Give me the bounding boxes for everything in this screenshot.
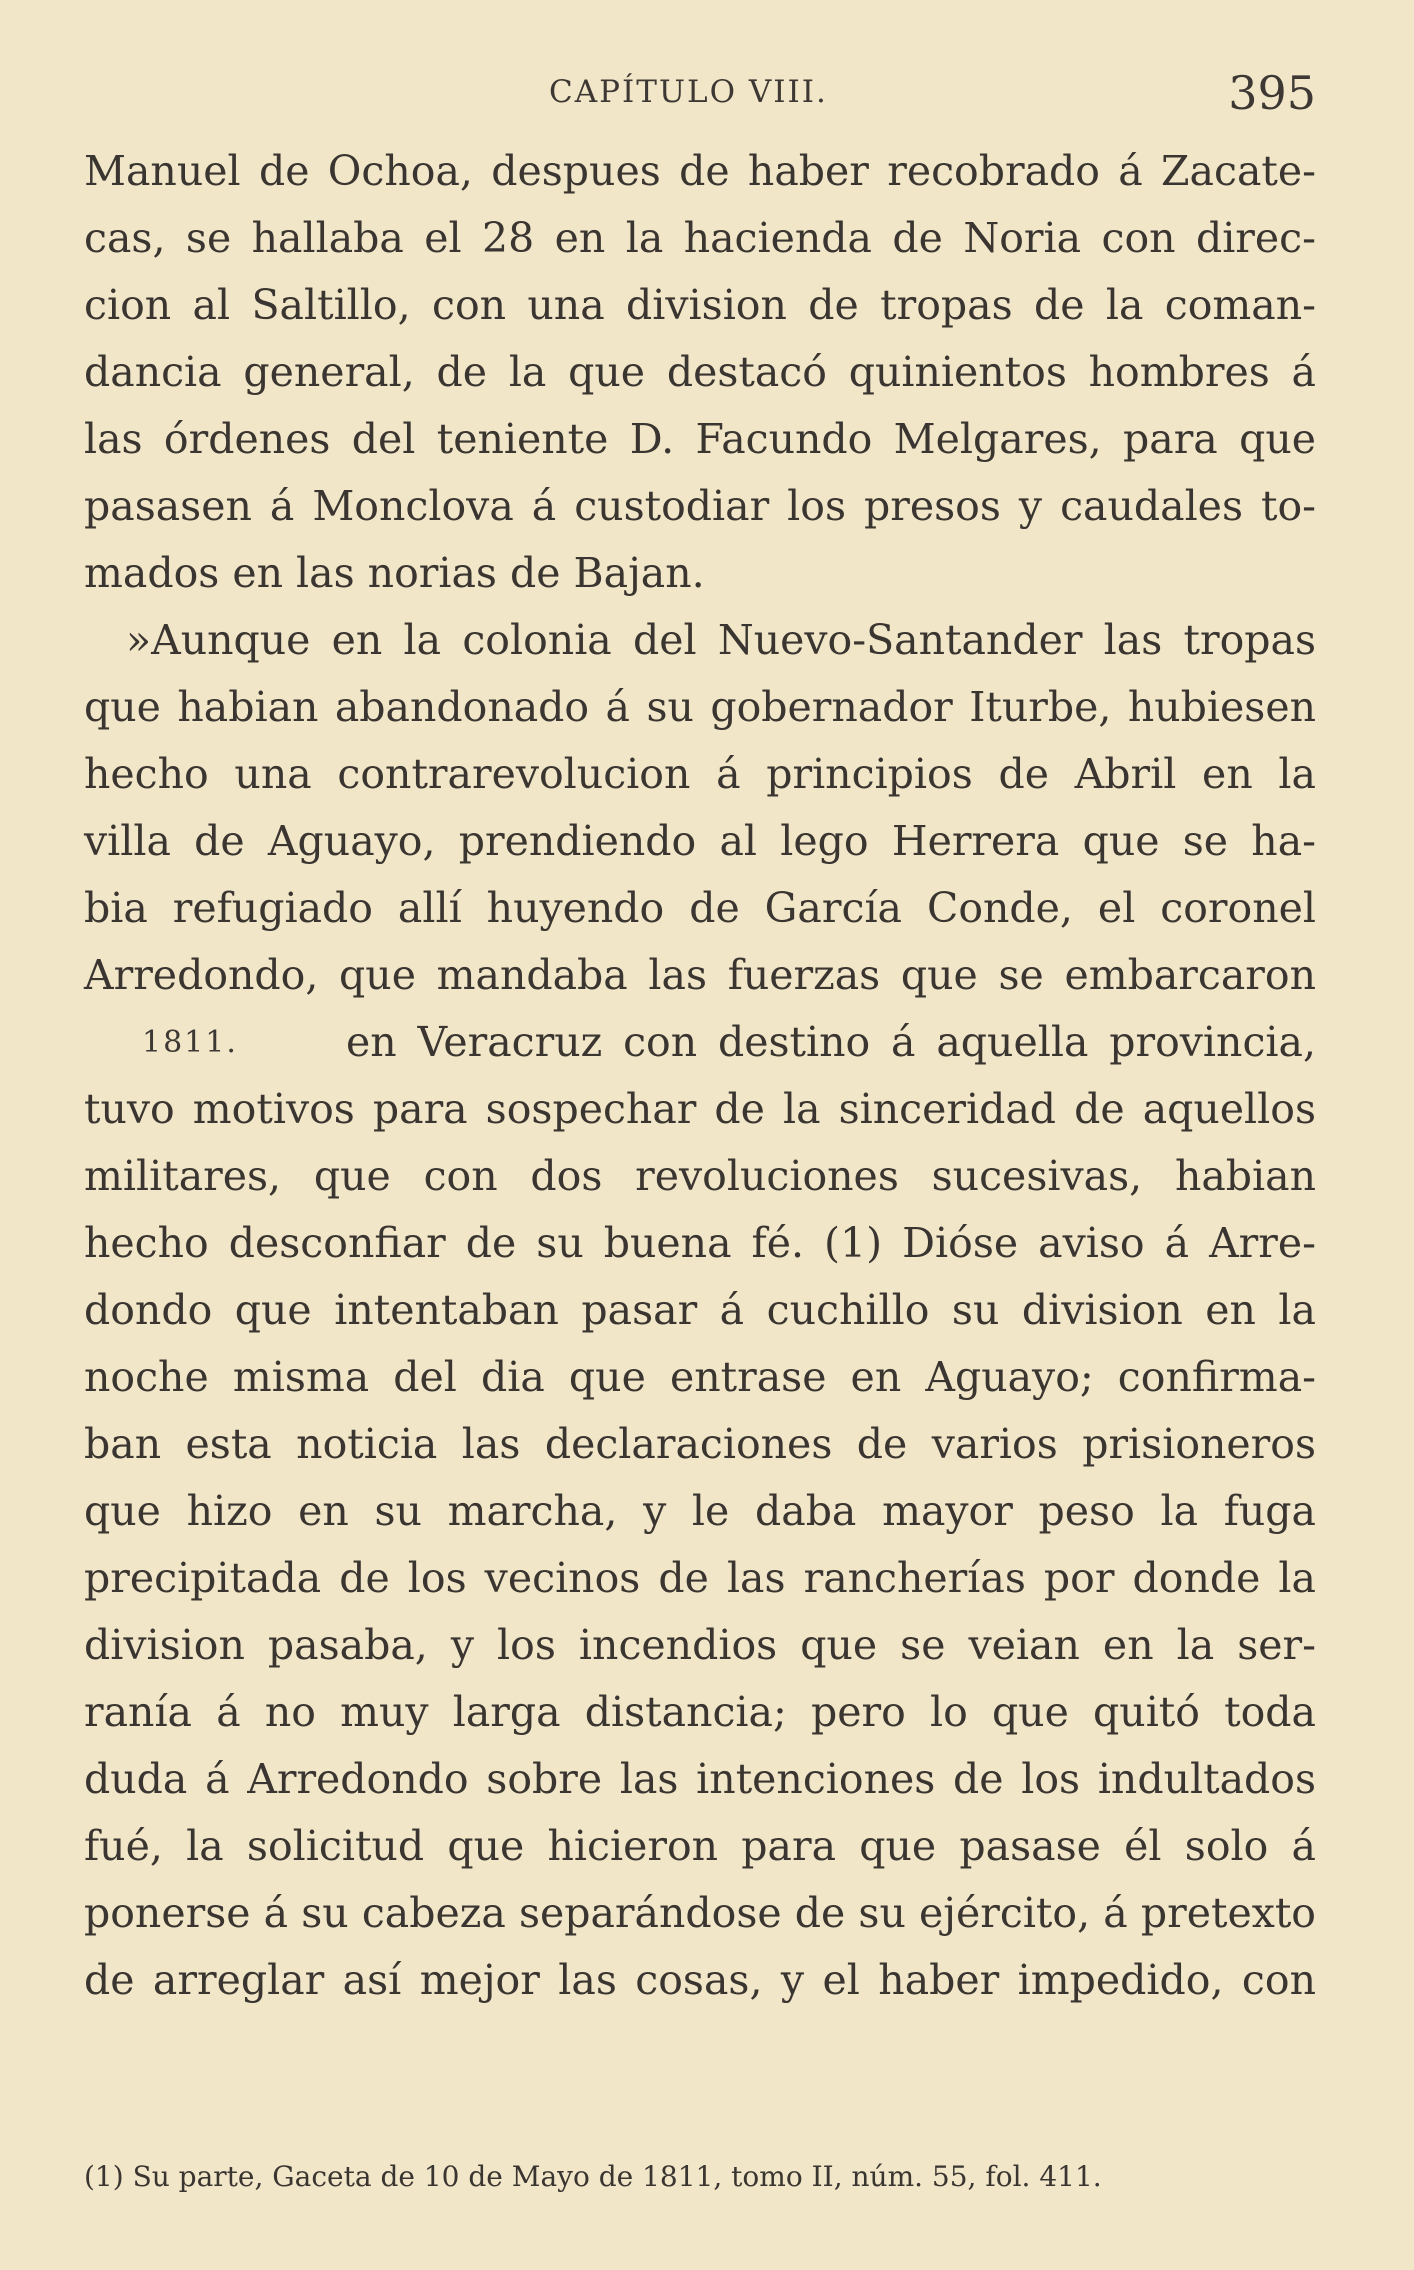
text-line: division pasaba, y los incendios que se veian en la ser- [84, 1621, 1316, 1669]
text-line: Arredondo, que mandaba las fuerzas que se embarcaron [84, 951, 1316, 999]
text-line: en Veracruz con destino á aquella provincia, [346, 1018, 1316, 1066]
text-line: dancia general, de la que destacó quinientos hombres á [84, 348, 1316, 396]
text-line: ranía á no muy larga distancia; pero lo que quitó toda [84, 1688, 1316, 1736]
text-line: duda á Arredondo sobre las intenciones de los indultados [84, 1755, 1316, 1803]
text-line: fué, la solicitud que hicieron para que pasase él solo á [84, 1822, 1316, 1870]
text-line: precipitada de los vecinos de las rancherías por donde la [84, 1554, 1316, 1602]
text-line: cion al Saltillo, con una division de tropas de la coman- [84, 281, 1316, 329]
text-line-with-margin-year [84, 1009, 1316, 1076]
text-line: noche misma del dia que entrase en Aguayo; confirma- [84, 1353, 1316, 1401]
text-line: Manuel de Ochoa, despues de haber recobrado á Zacate- [84, 147, 1316, 195]
text-line: dondo que intentaban pasar á cuchillo su division en la [84, 1286, 1316, 1334]
text-line: bia refugiado allí huyendo de García Conde, el coronel [84, 884, 1316, 932]
text-line: tuvo motivos para sospechar de la sinceridad de aquellos [84, 1085, 1316, 1133]
footnote: (1) Su parte, Gaceta de 10 de Mayo de 1811, tomo II, núm. 55, fol. 411. [84, 2160, 1102, 2193]
text-line: militares, que con dos revoluciones sucesivas, habian [84, 1152, 1316, 1200]
text-line: ponerse á su cabeza separándose de su ejército, á pretexto [84, 1889, 1316, 1937]
text-line: hecho desconfiar de su buena fé. (1) Dióse aviso á Arre- [84, 1219, 1316, 1267]
page-header [84, 66, 1316, 126]
text-line: hecho una contrarevolucion á principios de Abril en la [84, 750, 1316, 798]
margin-year: 1811. [142, 1025, 238, 1060]
text-line: ban esta noticia las declaraciones de varios prisioneros [84, 1420, 1316, 1468]
text-line: las órdenes del teniente D. Facundo Melgares, para que [84, 415, 1316, 463]
chapter-heading: CAPÍTULO VIII. [549, 74, 828, 110]
text-line: mados en las norias de Bajan. [84, 549, 705, 597]
text-line: cas, se hallaba el 28 en la hacienda de Noria con direc- [84, 214, 1316, 262]
text-line: de arreglar así mejor las cosas, y el haber impedido, con [84, 1956, 1316, 2004]
text-line: »Aunque en la colonia del Nuevo-Santander las tropas [126, 616, 1316, 664]
page-number: 395 [1228, 66, 1316, 120]
text-line: que hizo en su marcha, y le daba mayor peso la fuga [84, 1487, 1316, 1535]
text-line: pasasen á Monclova á custodiar los presos y caudales to- [84, 482, 1316, 530]
text-line: que habian abandonado á su gobernador Iturbe, hubiesen [84, 683, 1316, 731]
text-line: villa de Aguayo, prendiendo al lego Herrera que se ha- [84, 817, 1316, 865]
body-text [84, 138, 1316, 2014]
